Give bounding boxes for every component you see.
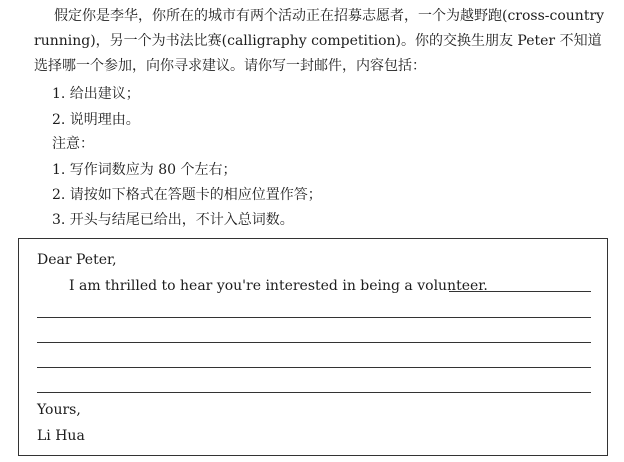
opening-line: I am thrilled to hear you're interested in being a volunteer. [69, 278, 488, 294]
task-item-1: 1. 给出建议； [52, 86, 140, 102]
writing-line-2[interactable] [37, 317, 591, 318]
writing-line-4[interactable] [37, 367, 591, 368]
signature: Li Hua [37, 428, 85, 444]
closing: Yours, [37, 402, 81, 418]
prompt-paragraph-text: 假定你是李华，你所在的城市有两个活动正在招募志愿者，一个为越野跑(cross-country running)，另一个为书法比赛(calligraphy competition)。你的交换生朋友 Peter 不知道选择哪一个参加，向你寻求建议。请你写一封邮件，内容包括： [34, 8, 605, 74]
greeting: Dear Peter, [37, 252, 117, 268]
answer-sheet-box [18, 238, 608, 456]
notice-label: 注意： [52, 136, 94, 152]
writing-line-1[interactable] [449, 291, 591, 292]
writing-line-3[interactable] [37, 342, 591, 343]
notice-item-2: 2. 请按如下格式在答题卡的相应位置作答； [52, 187, 322, 203]
task-item-2: 2. 说明理由。 [52, 112, 140, 128]
prompt-paragraph [34, 4, 612, 79]
notice-item-1: 1. 写作词数应为 80 个左右； [52, 162, 237, 178]
notice-item-3: 3. 开头与结尾已给出，不计入总词数。 [52, 212, 294, 228]
writing-line-5[interactable] [37, 392, 591, 393]
